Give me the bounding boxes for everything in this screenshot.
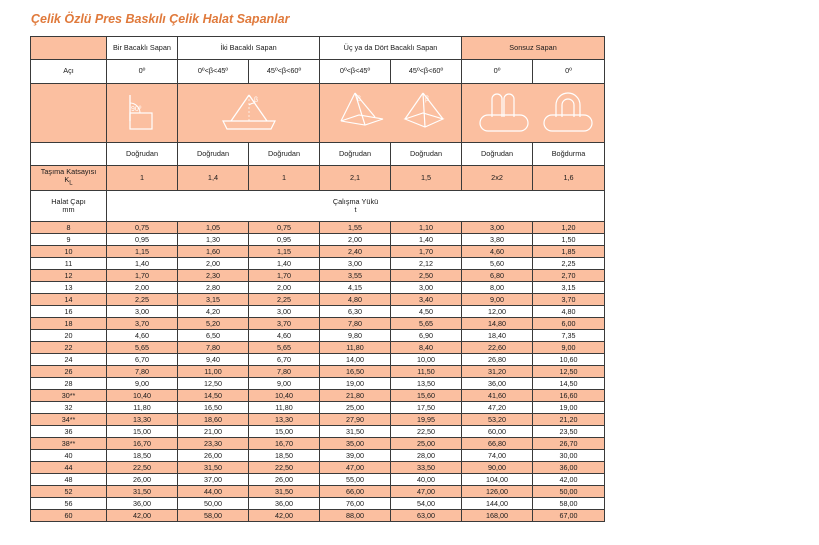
- table-row: [31, 366, 605, 378]
- working-load-cell: 36,00: [249, 498, 320, 510]
- working-load-cell: 12,50: [533, 366, 605, 378]
- header-empty-cell: [31, 37, 107, 60]
- working-load-cell: 6,70: [107, 354, 178, 366]
- working-load-cell: 6,90: [391, 330, 462, 342]
- header-endless: Sonsuz Sapan: [462, 37, 605, 60]
- working-load-cell: 10,00: [391, 354, 462, 366]
- factor-label: [31, 166, 107, 191]
- table-row: [31, 486, 605, 498]
- working-load-cell: 15,00: [107, 426, 178, 438]
- rope-diameter-cell: 20: [31, 330, 107, 342]
- working-load-cell: 36,00: [533, 462, 605, 474]
- single-leg-sling-icon: [110, 91, 174, 135]
- mode-value: Doğrudan: [462, 143, 533, 166]
- factor-value: 1,5: [391, 166, 462, 191]
- angle-value: 0º: [533, 60, 605, 84]
- working-load-cell: 55,00: [320, 474, 391, 486]
- table-row: [31, 378, 605, 390]
- working-load-cell: 42,00: [533, 474, 605, 486]
- working-load-cell: 63,00: [391, 510, 462, 522]
- table-row: [31, 510, 605, 522]
- working-load-cell: 47,00: [320, 462, 391, 474]
- working-load-cell: 50,00: [178, 498, 249, 510]
- table-row: [31, 318, 605, 330]
- working-load-cell: 1,20: [533, 222, 605, 234]
- rope-diameter-cell: 22: [31, 342, 107, 354]
- working-load-cell: 26,00: [249, 474, 320, 486]
- rope-diameter-cell: 52: [31, 486, 107, 498]
- diameter-label: [31, 191, 107, 222]
- working-load-cell: 14,80: [462, 318, 533, 330]
- working-load-cell: 11,80: [320, 342, 391, 354]
- working-load-cell: 90,00: [462, 462, 533, 474]
- working-load-cell: 9,40: [178, 354, 249, 366]
- mode-empty-cell: [31, 143, 107, 166]
- working-load-cell: 26,00: [107, 474, 178, 486]
- working-load-cell: 0,75: [249, 222, 320, 234]
- table-row: [31, 402, 605, 414]
- working-load-cell: 1,55: [320, 222, 391, 234]
- working-load-cell: 66,00: [320, 486, 391, 498]
- working-load-cell: 28,00: [391, 450, 462, 462]
- factor-label-line2: K: [64, 175, 70, 185]
- working-load-cell: 2,00: [249, 282, 320, 294]
- rope-diameter-cell: 48: [31, 474, 107, 486]
- working-load-cell: 74,00: [462, 450, 533, 462]
- working-load-cell: 11,00: [178, 366, 249, 378]
- mode-value: Doğrudan: [178, 143, 249, 166]
- factor-value: 1: [249, 166, 320, 191]
- working-load-cell: 16,50: [178, 402, 249, 414]
- working-load-cell: 15,60: [391, 390, 462, 402]
- working-load-cell: 21,20: [533, 414, 605, 426]
- two-leg-illustration: [178, 84, 320, 143]
- working-load-cell: 16,70: [107, 438, 178, 450]
- working-load-cell: 8,00: [462, 282, 533, 294]
- working-load-cell: 54,00: [391, 498, 462, 510]
- diameter-label-line2: mm: [62, 205, 75, 214]
- working-load-cell: 3,00: [107, 306, 178, 318]
- working-load-cell: 9,00: [462, 294, 533, 306]
- working-load-cell: 2,25: [249, 294, 320, 306]
- multi-leg-sling-icon: [331, 89, 451, 137]
- working-load-cell: 16,60: [533, 390, 605, 402]
- single-leg-illustration: [107, 84, 178, 143]
- working-load-cell: 4,60: [249, 330, 320, 342]
- working-load-cell: 19,00: [533, 402, 605, 414]
- working-load-cell: 14,00: [320, 354, 391, 366]
- working-load-cell: 11,50: [391, 366, 462, 378]
- working-load-cell: 31,50: [178, 462, 249, 474]
- working-load-cell: 7,80: [320, 318, 391, 330]
- working-load-cell: 7,80: [249, 366, 320, 378]
- working-load-cell: 9,00: [249, 378, 320, 390]
- working-load-cell: 33,50: [391, 462, 462, 474]
- working-load-cell: 22,60: [462, 342, 533, 354]
- rope-diameter-cell: 26: [31, 366, 107, 378]
- working-load-cell: 3,80: [462, 234, 533, 246]
- angle-value: 0º: [107, 60, 178, 84]
- working-load-cell: 4,80: [533, 306, 605, 318]
- working-load-cell: 19,95: [391, 414, 462, 426]
- working-load-cell: 66,80: [462, 438, 533, 450]
- table-row: [31, 294, 605, 306]
- table-row: [31, 270, 605, 282]
- rope-diameter-cell: 34**: [31, 414, 107, 426]
- working-load-cell: 5,65: [107, 342, 178, 354]
- rope-diameter-cell: 38**: [31, 438, 107, 450]
- working-load-cell: 2,30: [178, 270, 249, 282]
- working-load-cell: 11,80: [107, 402, 178, 414]
- working-load-cell: 144,00: [462, 498, 533, 510]
- rope-diameter-cell: 10: [31, 246, 107, 258]
- factor-value: 2,1: [320, 166, 391, 191]
- mode-value: Doğrudan: [107, 143, 178, 166]
- working-load-cell: 31,50: [320, 426, 391, 438]
- working-load-cell: 2,25: [533, 258, 605, 270]
- rope-diameter-cell: 12: [31, 270, 107, 282]
- table-row: [31, 222, 605, 234]
- working-load-cell: 42,00: [107, 510, 178, 522]
- working-load-cell: 3,70: [107, 318, 178, 330]
- rope-diameter-cell: 40: [31, 450, 107, 462]
- rope-diameter-cell: 16: [31, 306, 107, 318]
- sling-capacity-table: [30, 36, 605, 522]
- working-load-cell: 36,00: [107, 498, 178, 510]
- page-title: Çelik Özlü Pres Baskılı Çelik Halat Sapanlar: [31, 12, 290, 26]
- working-load-cell: 4,60: [107, 330, 178, 342]
- working-load-line1: Çalışma Yükü: [332, 196, 379, 206]
- working-load-cell: 2,00: [107, 282, 178, 294]
- working-load-cell: 16,70: [249, 438, 320, 450]
- working-load-cell: 10,40: [107, 390, 178, 402]
- mode-value: Boğdurma: [533, 143, 605, 166]
- working-load-cell: 16,50: [320, 366, 391, 378]
- working-load-cell: 39,00: [320, 450, 391, 462]
- working-load-cell: 3,00: [391, 282, 462, 294]
- working-load-cell: 40,00: [391, 474, 462, 486]
- working-load-cell: 0,95: [249, 234, 320, 246]
- working-load-cell: 41,60: [462, 390, 533, 402]
- working-load-cell: 13,50: [391, 378, 462, 390]
- working-load-cell: 3,00: [320, 258, 391, 270]
- working-load-cell: 0,75: [107, 222, 178, 234]
- table-row: [31, 330, 605, 342]
- rope-diameter-cell: 30**: [31, 390, 107, 402]
- rope-diameter-cell: 9: [31, 234, 107, 246]
- working-load-cell: 1,05: [178, 222, 249, 234]
- mode-value: Doğrudan: [249, 143, 320, 166]
- working-load-cell: 31,20: [462, 366, 533, 378]
- working-load-cell: 4,50: [391, 306, 462, 318]
- factor-value: 1: [107, 166, 178, 191]
- factor-value: 1,4: [178, 166, 249, 191]
- table-row: [31, 258, 605, 270]
- working-load-cell: 22,50: [107, 462, 178, 474]
- working-load-cell: 10,40: [249, 390, 320, 402]
- working-load-cell: 3,15: [533, 282, 605, 294]
- working-load-cell: 18,50: [107, 450, 178, 462]
- working-load-cell: 6,50: [178, 330, 249, 342]
- working-load-line2: t: [354, 205, 357, 214]
- table-row: [31, 462, 605, 474]
- endless-sling-illustration: [462, 84, 605, 143]
- working-load-cell: 1,40: [107, 258, 178, 270]
- beta-label: β: [253, 97, 258, 104]
- working-load-cell: 67,00: [533, 510, 605, 522]
- working-load-cell: 168,00: [462, 510, 533, 522]
- working-load-cell: 9,00: [533, 342, 605, 354]
- table-row: [31, 354, 605, 366]
- working-load-cell: 53,20: [462, 414, 533, 426]
- working-load-cell: 47,20: [462, 402, 533, 414]
- working-load-cell: 1,40: [391, 234, 462, 246]
- working-load-cell: 1,15: [249, 246, 320, 258]
- working-load-cell: 2,40: [320, 246, 391, 258]
- rope-diameter-cell: 13: [31, 282, 107, 294]
- table-row: [31, 450, 605, 462]
- working-load-cell: 5,65: [249, 342, 320, 354]
- working-load-cell: 42,00: [249, 510, 320, 522]
- working-load-cell: 9,00: [107, 378, 178, 390]
- working-load-cell: 3,40: [391, 294, 462, 306]
- working-load-cell: 15,00: [249, 426, 320, 438]
- angle-value: 0º<β<45º: [320, 60, 391, 84]
- working-load-cell: 3,15: [178, 294, 249, 306]
- working-load-cell: 50,00: [533, 486, 605, 498]
- working-load-cell: 13,30: [107, 414, 178, 426]
- working-load-cell: 1,15: [107, 246, 178, 258]
- working-load-cell: 5,60: [462, 258, 533, 270]
- working-load-cell: 4,60: [462, 246, 533, 258]
- angle-value: 45º<β<60º: [249, 60, 320, 84]
- working-load-cell: 31,50: [107, 486, 178, 498]
- working-load-cell: 60,00: [462, 426, 533, 438]
- table-row: [31, 246, 605, 258]
- rope-diameter-cell: 18: [31, 318, 107, 330]
- working-load-cell: 21,00: [178, 426, 249, 438]
- working-load-cell: 9,80: [320, 330, 391, 342]
- working-load-cell: 18,60: [178, 414, 249, 426]
- working-load-cell: 8,40: [391, 342, 462, 354]
- working-load-cell: 13,30: [249, 414, 320, 426]
- working-load-cell: 1,50: [533, 234, 605, 246]
- angle-value: 0º: [462, 60, 533, 84]
- working-load-cell: 18,50: [249, 450, 320, 462]
- diameter-label-line1: Halat Çapı: [51, 196, 86, 206]
- working-load-cell: 1,70: [391, 246, 462, 258]
- working-load-cell: 26,80: [462, 354, 533, 366]
- working-load-cell: 18,40: [462, 330, 533, 342]
- factor-value: 1,6: [533, 166, 605, 191]
- working-load-cell: 2,12: [391, 258, 462, 270]
- working-load-cell: 37,00: [178, 474, 249, 486]
- table-row: [31, 342, 605, 354]
- header-three-four-leg: Üç ya da Dört Bacaklı Sapan: [320, 37, 462, 60]
- angle-value: 0º<β<45º: [178, 60, 249, 84]
- rope-diameter-cell: 24: [31, 354, 107, 366]
- working-load-cell: 58,00: [533, 498, 605, 510]
- working-load-cell: 21,80: [320, 390, 391, 402]
- mode-value: Doğrudan: [391, 143, 462, 166]
- working-load-cell: 11,80: [249, 402, 320, 414]
- working-load-cell: 2,70: [533, 270, 605, 282]
- working-load-cell: 35,00: [320, 438, 391, 450]
- working-load-cell: 5,20: [178, 318, 249, 330]
- working-load-cell: 26,70: [533, 438, 605, 450]
- working-load-cell: 6,70: [249, 354, 320, 366]
- beta-label: β: [424, 96, 429, 103]
- working-load-cell: 3,55: [320, 270, 391, 282]
- rope-diameter-cell: 11: [31, 258, 107, 270]
- working-load-cell: 14,50: [533, 378, 605, 390]
- working-load-cell: 23,30: [178, 438, 249, 450]
- working-load-cell: 17,50: [391, 402, 462, 414]
- working-load-cell: 26,00: [178, 450, 249, 462]
- working-load-cell: 30,00: [533, 450, 605, 462]
- illustration-empty-cell: [31, 84, 107, 143]
- working-load-cell: 25,00: [391, 438, 462, 450]
- table-row: [31, 306, 605, 318]
- rope-diameter-cell: 32: [31, 402, 107, 414]
- working-load-cell: 4,20: [178, 306, 249, 318]
- working-load-cell: 1,60: [178, 246, 249, 258]
- working-load-cell: 27,90: [320, 414, 391, 426]
- mode-value: Doğrudan: [320, 143, 391, 166]
- working-load-cell: 7,80: [178, 342, 249, 354]
- working-load-cell: 58,00: [178, 510, 249, 522]
- rope-diameter-cell: 14: [31, 294, 107, 306]
- table-row: [31, 234, 605, 246]
- three-four-leg-illustration: [320, 84, 462, 143]
- rope-diameter-cell: 44: [31, 462, 107, 474]
- working-load-cell: 6,80: [462, 270, 533, 282]
- working-load-cell: 88,00: [320, 510, 391, 522]
- endless-sling-icon: [468, 89, 598, 137]
- working-load-cell: 6,30: [320, 306, 391, 318]
- table-row: [31, 474, 605, 486]
- working-load-cell: 22,50: [249, 462, 320, 474]
- working-load-cell: 3,00: [249, 306, 320, 318]
- working-load-cell: 22,50: [391, 426, 462, 438]
- working-load-cell: 2,50: [391, 270, 462, 282]
- working-load-cell: 10,60: [533, 354, 605, 366]
- working-load-cell: 12,00: [462, 306, 533, 318]
- angle-label: Açı: [31, 60, 107, 84]
- rope-diameter-cell: 60: [31, 510, 107, 522]
- working-load-cell: 1,70: [107, 270, 178, 282]
- working-load-cell: 14,50: [178, 390, 249, 402]
- factor-label-sub: L: [69, 180, 73, 187]
- working-load-label: [107, 191, 605, 222]
- rope-diameter-cell: 56: [31, 498, 107, 510]
- working-load-cell: 31,50: [249, 486, 320, 498]
- working-load-cell: 1,30: [178, 234, 249, 246]
- table-row: [31, 426, 605, 438]
- working-load-cell: 3,70: [533, 294, 605, 306]
- working-load-cell: 47,00: [391, 486, 462, 498]
- rope-diameter-cell: 8: [31, 222, 107, 234]
- working-load-cell: 7,35: [533, 330, 605, 342]
- working-load-cell: 4,80: [320, 294, 391, 306]
- working-load-cell: 3,00: [462, 222, 533, 234]
- working-load-cell: 12,50: [178, 378, 249, 390]
- rope-diameter-cell: 36: [31, 426, 107, 438]
- angle-value: 45º<β<60º: [391, 60, 462, 84]
- angle-90-label: 90º: [131, 106, 142, 113]
- two-leg-sling-icon: [209, 91, 289, 135]
- factor-label-line1: Taşıma Katsayısı: [40, 167, 97, 177]
- working-load-cell: 1,70: [249, 270, 320, 282]
- working-load-cell: 76,00: [320, 498, 391, 510]
- working-load-cell: 7,80: [107, 366, 178, 378]
- working-load-cell: 36,00: [462, 378, 533, 390]
- working-load-cell: 2,80: [178, 282, 249, 294]
- table-row: [31, 390, 605, 402]
- working-load-cell: 2,00: [320, 234, 391, 246]
- rope-diameter-cell: 28: [31, 378, 107, 390]
- table-row: [31, 498, 605, 510]
- working-load-cell: 4,15: [320, 282, 391, 294]
- working-load-cell: 3,70: [249, 318, 320, 330]
- header-single-leg: Bir Bacaklı Sapan: [107, 37, 178, 60]
- table-row: [31, 414, 605, 426]
- working-load-cell: 1,40: [249, 258, 320, 270]
- working-load-cell: 2,25: [107, 294, 178, 306]
- table-row: [31, 282, 605, 294]
- beta-label: β: [356, 96, 361, 103]
- working-load-cell: 6,00: [533, 318, 605, 330]
- working-load-cell: 104,00: [462, 474, 533, 486]
- factor-value: 2x2: [462, 166, 533, 191]
- working-load-cell: 19,00: [320, 378, 391, 390]
- working-load-cell: 126,00: [462, 486, 533, 498]
- working-load-cell: 2,00: [178, 258, 249, 270]
- working-load-cell: 1,10: [391, 222, 462, 234]
- working-load-cell: 25,00: [320, 402, 391, 414]
- table-row: [31, 438, 605, 450]
- working-load-cell: 1,85: [533, 246, 605, 258]
- working-load-cell: 23,50: [533, 426, 605, 438]
- working-load-cell: 0,95: [107, 234, 178, 246]
- working-load-cell: 5,65: [391, 318, 462, 330]
- header-two-leg: İki Bacaklı Sapan: [178, 37, 320, 60]
- working-load-cell: 44,00: [178, 486, 249, 498]
